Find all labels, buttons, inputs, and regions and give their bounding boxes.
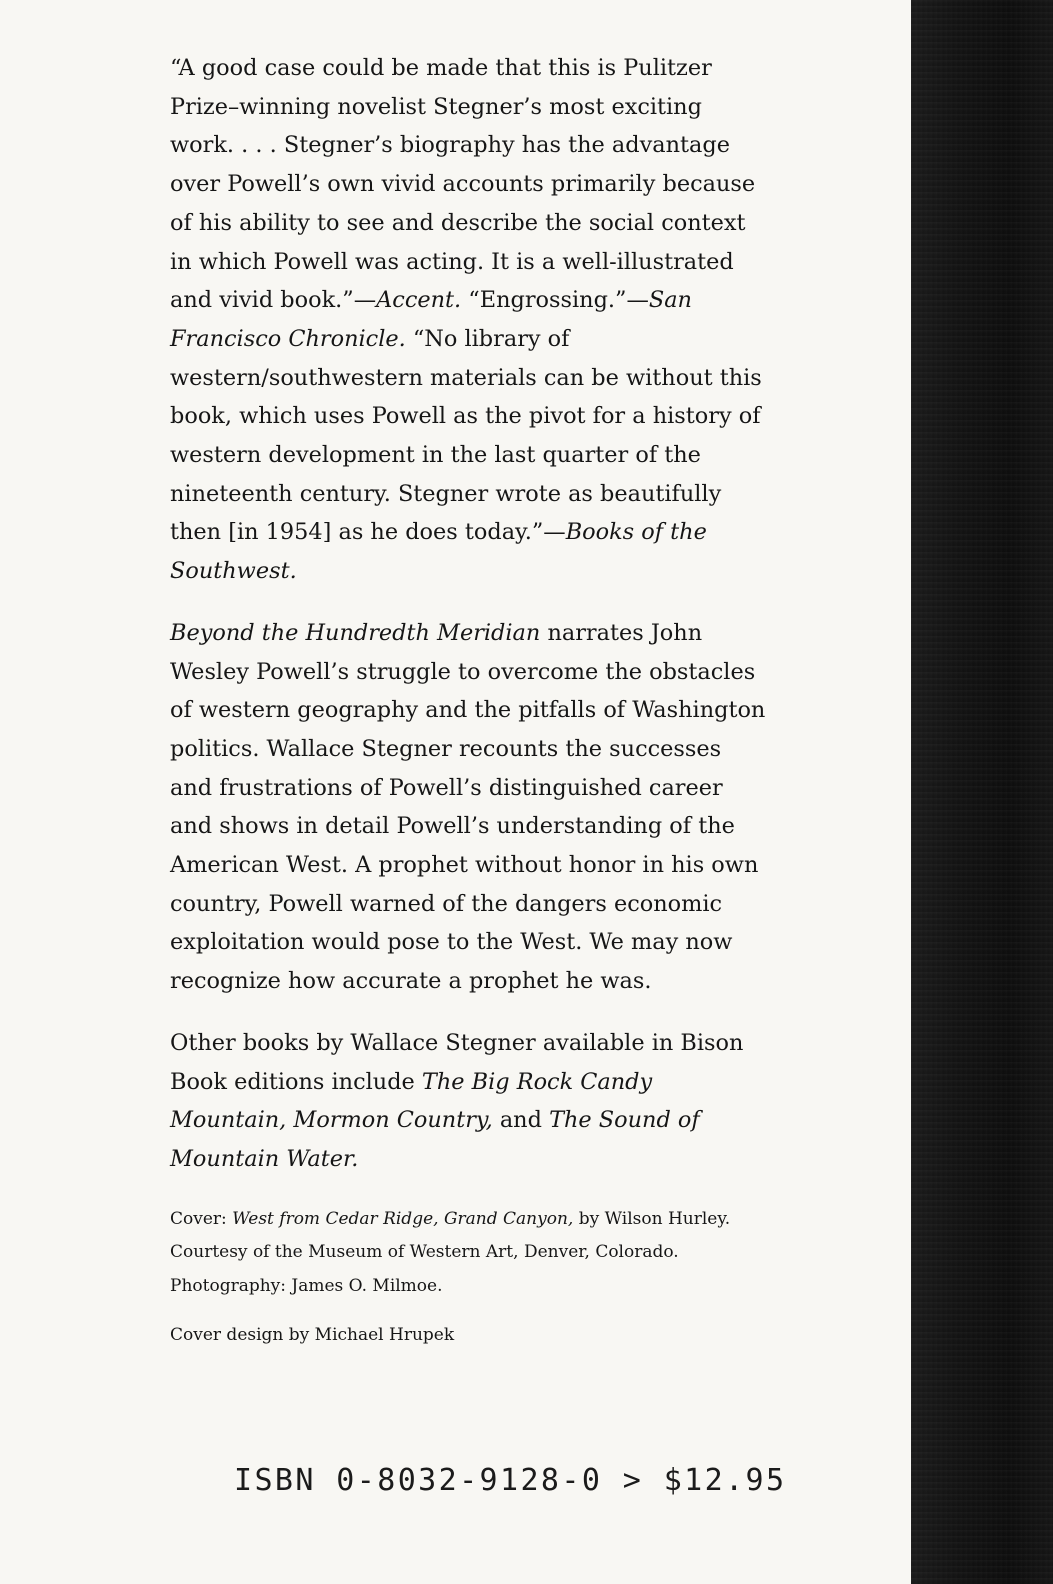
review-source-2: San Francisco Chronicle. bbox=[170, 287, 692, 352]
other-books bbox=[170, 1024, 770, 1179]
description-text: narrates John Wesley Powell’s struggle to overcome the obstacles of western geography and the pitfalls of Washington politics. Wallace Stegner recounts the successes and frustrations of Powell’s distinguished career and shows in detail Powell’s understanding of the American West. A prophet without honor in his own country, Powell warned of the dangers economic exploitation would pose to the West. We may now recognize how accurate a prophet he was. bbox=[170, 619, 766, 995]
isbn-price-line: ISBN 0-8032-9128-0 > $12.95 bbox=[234, 1463, 787, 1498]
review-quote-1: “A good case could be made that this is Pulitzer Prize–winning novelist Stegner’s most exciting work. . . . Stegner’s biography has the advantage over Powell’s own vivid accounts primarily because of his ability to see and describe the social context in which Powell was acting. It is a well-illustrated and vivid book.”— bbox=[170, 55, 756, 314]
book-title: Beyond the Hundredth Meridian bbox=[170, 619, 541, 646]
dark-spine-edge bbox=[911, 0, 1053, 1584]
other-book-titles-1: The Big Rock Candy Mountain, Mormon Country, bbox=[170, 1068, 653, 1134]
review-quote-2: “Engrossing.”— bbox=[461, 287, 649, 314]
review-source-1: Accent. bbox=[376, 287, 462, 314]
cover-artwork-title: West from Cedar Ridge, Grand Canyon, bbox=[232, 1208, 574, 1229]
cover-credit-text: by Wilson Hurley. Courtesy of the Museum of Western Art, Denver, Colorado. Photography: James O. Milmoe. bbox=[170, 1208, 731, 1296]
other-books-intro: Other books by Wallace Stegner available in Bison Book editions include bbox=[170, 1029, 744, 1095]
cover-design-credit: Cover design by Michael Hrupek bbox=[170, 1325, 455, 1346]
review-source-3: Books of the Southwest. bbox=[170, 519, 707, 585]
back-cover-text bbox=[170, 49, 770, 1350]
other-books-connector: and bbox=[492, 1107, 550, 1134]
cover-art-credit bbox=[170, 1203, 770, 1304]
cover-credit-label: Cover: bbox=[170, 1208, 233, 1229]
review-quotes bbox=[170, 49, 770, 591]
book-description bbox=[170, 614, 770, 1001]
other-book-title-2: The Sound of Mountain Water. bbox=[170, 1107, 700, 1172]
review-quote-3: “No library of western/southwestern materials can be without this book, which uses Powell as the pivot for a history of western development in the last quarter of the nineteenth century. Stegner wrote as beautifully then [in 1954] as he does today.”— bbox=[170, 325, 762, 546]
